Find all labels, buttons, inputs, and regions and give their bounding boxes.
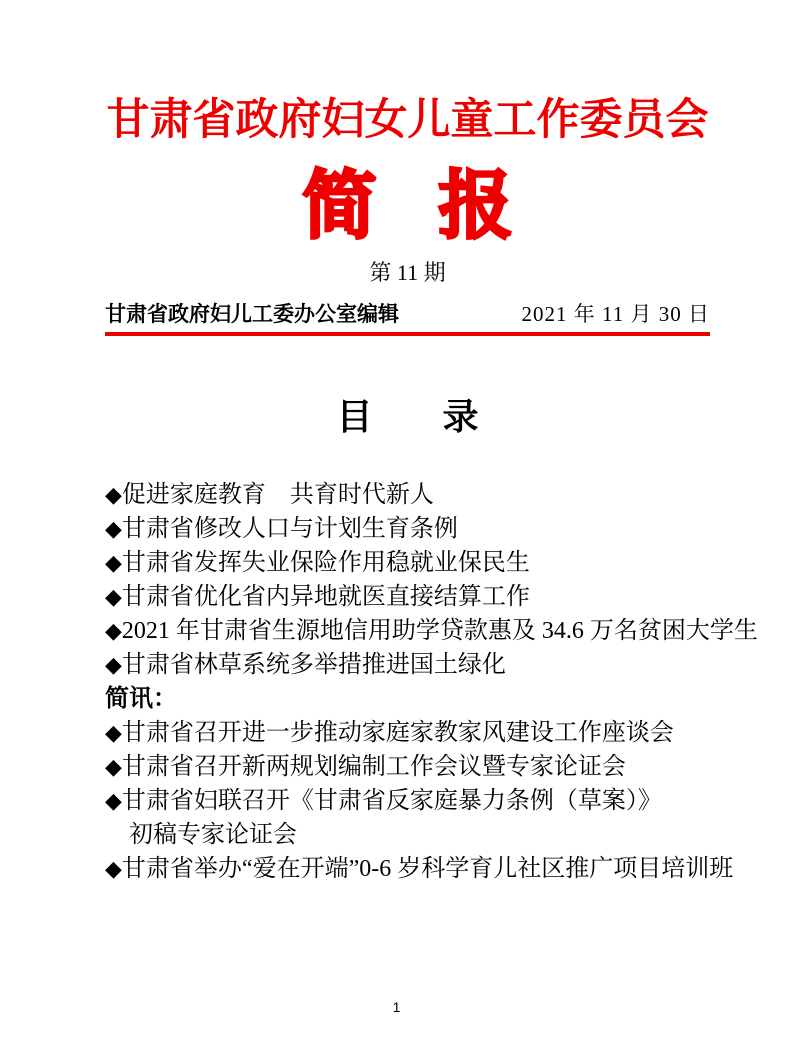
toc-section-label	[105, 682, 710, 716]
publish-date: 2021 年 11 月 30 日	[521, 302, 710, 326]
diamond-bullet-icon: ◆	[105, 652, 122, 677]
diamond-bullet-icon: ◆	[105, 788, 122, 813]
toc-item-text: 甘肃省优化省内异地就医直接结算工作	[121, 584, 530, 610]
org-title: 甘肃省政府妇女儿童工作委员会	[106, 97, 709, 144]
masthead-char-bao: 报	[438, 163, 513, 249]
toc-item-text: 甘肃省召开新两规划编制工作会议暨专家论证会	[121, 754, 626, 780]
bulletin-page	[0, 96, 793, 1037]
toc-item	[105, 546, 710, 580]
toc-item	[105, 648, 710, 682]
toc-item	[105, 614, 758, 648]
toc-item-text: 甘肃省林草系统多举措推进国土绿化	[121, 652, 506, 678]
masthead-char-jian: 简	[302, 163, 377, 249]
diamond-bullet-icon: ◆	[105, 618, 122, 643]
toc-item	[105, 784, 710, 818]
toc-item-text: 甘肃省发挥失业保险作用稳就业保民生	[121, 550, 530, 576]
issue-number: 第 11 期	[369, 260, 446, 285]
editor-name: 甘肃省政府妇儿工委办公室编辑	[105, 302, 399, 326]
toc-item-text: 甘肃省举办“爱在开端”0-6 岁科学育儿社区推广项目培训班	[121, 856, 734, 882]
masthead-title	[105, 163, 710, 249]
toc-section-label-text: 简讯：	[105, 686, 177, 712]
diamond-bullet-icon: ◆	[105, 754, 122, 779]
toc-item-text: 甘肃省召开进一步推动家庭家教家风建设工作座谈会	[121, 720, 674, 746]
toc-item-continuation	[105, 818, 710, 852]
toc-item	[105, 852, 734, 886]
toc-title	[105, 396, 710, 438]
toc-item	[105, 580, 710, 614]
page-number: 1	[392, 999, 401, 1015]
toc-item	[105, 716, 710, 750]
diamond-bullet-icon: ◆	[105, 856, 122, 881]
toc-item-text: 促进家庭教育 共育时代新人	[121, 482, 434, 508]
toc-item-text: 甘肃省修改人口与计划生育条例	[121, 516, 458, 542]
diamond-bullet-icon: ◆	[105, 516, 122, 541]
diamond-bullet-icon: ◆	[105, 550, 122, 575]
toc-title-char-lu: 录	[442, 397, 479, 437]
publication-info-row	[105, 302, 710, 336]
toc-item	[105, 478, 710, 512]
diamond-bullet-icon: ◆	[105, 584, 122, 609]
toc-item	[105, 512, 710, 546]
toc-item-text: 2021 年甘肃省生源地信用助学贷款惠及 34.6 万名贫困大学生	[121, 618, 758, 644]
toc-item-text: 甘肃省妇联召开《甘肃省反家庭暴力条例（草案）》	[121, 788, 662, 814]
toc-title-char-mu: 目	[336, 397, 373, 437]
toc-list	[105, 478, 758, 886]
toc-item-text: 初稿专家论证会	[129, 822, 297, 848]
diamond-bullet-icon: ◆	[105, 720, 122, 745]
toc-item	[105, 750, 710, 784]
diamond-bullet-icon: ◆	[105, 482, 122, 507]
